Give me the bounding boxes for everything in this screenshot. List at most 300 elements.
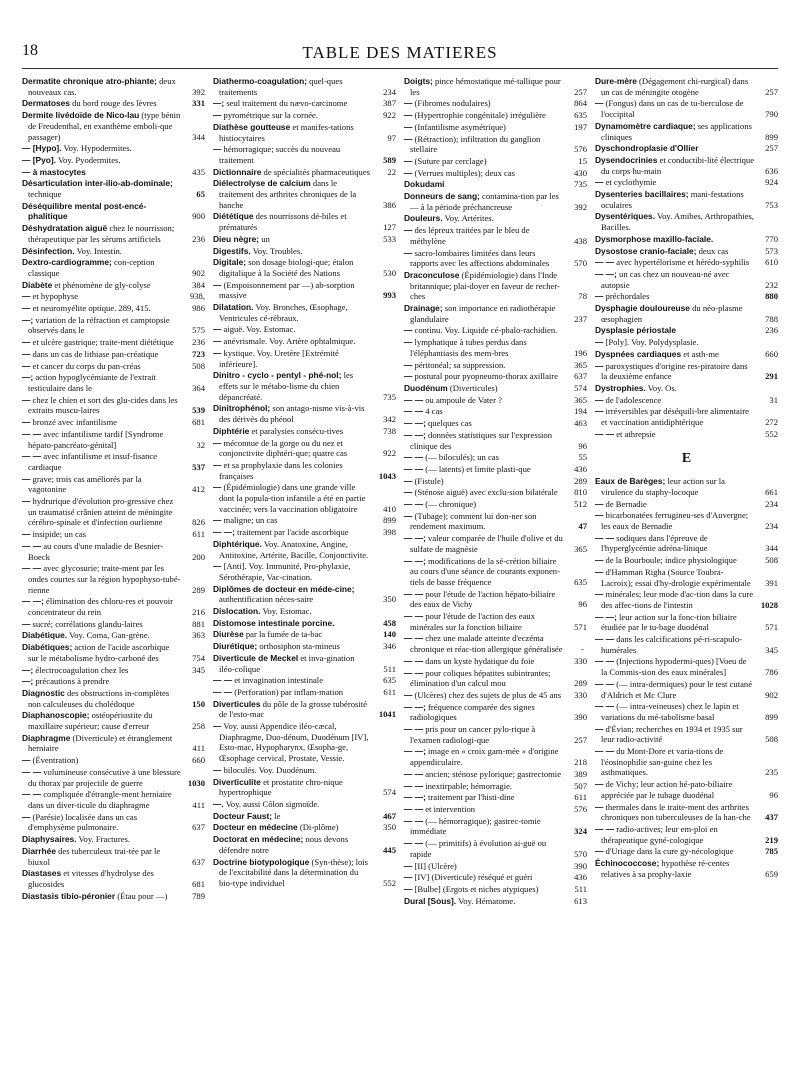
entry-heading: — <box>213 347 222 358</box>
entry-heading: — <box>595 98 604 109</box>
index-entry <box>22 98 205 109</box>
entry-text: précautions à prendre <box>33 676 110 687</box>
entry-page-number: 511 <box>383 663 396 674</box>
index-entry <box>404 406 587 417</box>
entry-text: un cas chez un nouveau-né avec autopsie <box>601 268 730 290</box>
entry-page-number: 1041 <box>378 709 396 720</box>
entry-text: d'Uriage dans la cure gy-nécologique <box>603 846 734 857</box>
entry-heading: Dysphagie douloureuse <box>595 303 690 314</box>
entry-heading: — — <box>404 406 424 417</box>
index-entry <box>22 451 205 472</box>
index-entry <box>404 746 587 767</box>
entry-text: élimination des chloru-res et pouvoir concentrateur du rein <box>28 596 173 618</box>
index-entry <box>213 122 396 143</box>
entry-heading: — <box>404 167 413 178</box>
entry-text: par la fumée de ta-bac <box>243 629 323 640</box>
entry-page-number: 363 <box>192 630 205 641</box>
entry-heading: Dermatite chronique atro-phiante; <box>22 76 157 86</box>
entry-page-number: 537 <box>192 461 205 472</box>
entry-text: de l'adolescence <box>603 394 662 405</box>
index-entry <box>595 177 778 188</box>
entry-heading: Digestifs. <box>213 245 251 256</box>
entry-heading: — <box>404 371 413 382</box>
entry-heading: Doctorat en médecine; <box>213 834 304 845</box>
entry-heading: — <box>595 723 604 734</box>
entry-page-number: 922 <box>383 110 396 121</box>
entry-heading: Diurèse <box>213 629 244 640</box>
page-header <box>22 38 778 68</box>
entry-page-number: 384 <box>192 279 205 290</box>
entry-heading: Diététique <box>213 211 254 222</box>
entry-heading: — — <box>213 686 233 697</box>
entry-page-number: 387 <box>383 98 396 109</box>
entry-page-number: 576 <box>574 804 587 814</box>
entry-heading: — <box>404 225 413 236</box>
entry-heading: — — <box>404 815 424 826</box>
entry-text: sucré; corrélations glandu-laires <box>30 618 143 629</box>
entry-page-number: 458 <box>383 617 396 628</box>
entry-heading: — <box>595 498 604 509</box>
entry-text: traitement par l'acide ascorbique <box>234 527 349 538</box>
entry-page-number: 613 <box>574 895 587 906</box>
entry-text: chez le nourrisson; thérapeutique par les sérums artificiels <box>28 223 175 244</box>
index-entry <box>595 555 778 566</box>
index-entry <box>22 361 205 372</box>
index-entry <box>404 511 587 532</box>
index-entry <box>404 702 587 723</box>
entry-page-number: 410 <box>383 503 396 514</box>
entry-page-number: 881 <box>192 618 205 629</box>
entry-text: aiguë. Voy. Estomac. <box>221 324 296 335</box>
entry-text: Voy. Intestin. <box>74 245 122 256</box>
entry-text: maligne; un cas <box>221 515 278 526</box>
entry-text: un <box>259 233 270 244</box>
entry-text: et invagination intestinale <box>232 675 324 686</box>
entry-text: (— intra-veineuses) chez le lapin et variations du mé-tabolisme basal <box>601 701 739 722</box>
entry-page-number: 826 <box>192 517 205 528</box>
entry-text: pyrométrique sur la cornée. <box>221 110 319 121</box>
entry-heading: Diphtérique. <box>213 538 262 549</box>
index-entry <box>213 144 396 165</box>
entry-heading: — <box>595 406 604 417</box>
entry-heading: Dyschondroplasie d'Ollier <box>595 143 699 154</box>
entry-heading: Dysplasie périostale <box>595 325 676 336</box>
entry-heading: — <box>213 482 222 493</box>
entry-heading: Dermite livédoïde de Nico-lau <box>22 110 140 121</box>
entry-page-number: 810 <box>574 487 587 498</box>
entry-page-number: 391 <box>765 577 778 588</box>
entry-text: du bord rouge des lèvres <box>69 98 157 109</box>
entry-page-number: 637 <box>192 822 205 833</box>
entry-heading: Diabétique. <box>22 630 68 641</box>
entry-heading: — — <box>22 451 42 462</box>
index-entry <box>595 383 778 394</box>
index-entry <box>213 234 396 245</box>
index-entry <box>22 280 205 291</box>
entry-text: variation de la réfraction et camptopsie observés dans le <box>28 314 170 336</box>
index-entry <box>404 724 587 745</box>
index-entry <box>404 804 587 815</box>
entry-heading: — —; <box>404 555 426 566</box>
entry-page-number: 571 <box>574 621 587 632</box>
entry-heading: Diagnostic <box>22 687 65 698</box>
entry-text: modifications de la sé-crétion biliaire au cours d'une séance de courants exponen-tiels de basse fréquence <box>410 555 560 587</box>
index-entry <box>22 596 205 617</box>
entry-text: son importance en radiothérapie glandulaire <box>410 303 556 324</box>
entry-page-number: 681 <box>192 417 205 428</box>
entry-heading: — — <box>595 428 615 439</box>
entry-page-number: 507 <box>574 780 587 791</box>
entry-heading: Dure-mère <box>595 76 637 86</box>
entry-text: ostéopériostite du maxillaire supérieur; cause d'erreur <box>28 710 153 732</box>
entry-page-number: 150 <box>192 698 205 709</box>
entry-heading: — — <box>22 789 42 800</box>
index-entry <box>595 325 778 336</box>
entry-text: électrocoagulation chez les <box>33 664 129 675</box>
index-entry <box>595 246 778 257</box>
entry-page-number: 467 <box>383 810 396 821</box>
entry-page-number: 1028 <box>760 599 778 610</box>
entry-heading: — <box>404 872 413 883</box>
index-entry <box>404 270 587 302</box>
entry-text: (Fongus) dans un cas de tu-berculose de l'occipital <box>601 98 744 120</box>
entry-text: sacro-lombaires limitées dans leurs rapports avec les affections abdominales <box>410 247 550 269</box>
entry-page-number: 552 <box>765 428 778 439</box>
entry-heading: — <box>22 496 31 507</box>
index-entry <box>595 395 778 406</box>
entry-heading: — <box>595 555 604 566</box>
entry-heading: —; <box>22 314 34 325</box>
entry-heading: — <box>404 121 413 132</box>
entry-page-number: 365 <box>574 394 587 405</box>
entry-page-number: 411 <box>192 743 205 754</box>
entry-heading: — [Pyo]. <box>22 154 56 165</box>
index-entry <box>404 533 587 554</box>
entry-heading: Docteur en médecine <box>213 822 298 833</box>
index-entry <box>22 619 205 630</box>
entry-page-number: 789 <box>192 890 205 901</box>
entry-heading: Dinitro - cyclo - pentyl - phé-nol; <box>213 370 342 381</box>
entry-page-number: 236 <box>192 337 205 348</box>
header-rule <box>22 68 778 69</box>
entry-page-number: 350 <box>383 594 396 605</box>
entry-text: (Di-plôme) <box>297 822 339 833</box>
entry-heading: Donneurs de sang; <box>404 191 480 202</box>
entry-text: (Rétraction); infiltration du ganglion stellaire <box>410 133 541 155</box>
index-entry <box>22 676 205 687</box>
entry-page-number: 1043 <box>378 470 396 481</box>
entry-text: (Perforation) par inflam-mation <box>232 686 344 697</box>
index-entry <box>404 668 587 689</box>
entry-text: image en « croix gam-mée » d'origine appendiculaire. <box>410 746 559 768</box>
entry-page-number: 445 <box>383 844 396 855</box>
entry-heading: — —; <box>404 746 426 757</box>
index-entry <box>213 280 396 301</box>
entry-heading: Désinfection. <box>22 245 75 256</box>
entry-text: avec infantilisme et insuf-fisance cardiaque <box>28 451 158 472</box>
entry-heading: Diastasis tibio-péronier <box>22 890 116 901</box>
entry-page-number: 570 <box>574 848 587 859</box>
entry-heading: Diélectrolyse de calcium <box>213 178 311 189</box>
entry-page-number: 324 <box>574 826 587 837</box>
entry-heading: — — <box>404 655 424 666</box>
entry-heading: Dilatation. <box>213 302 254 313</box>
entry-text: Voy. Fractures. <box>76 834 131 845</box>
index-entry <box>213 799 396 810</box>
index-entry <box>404 76 587 97</box>
entry-page-number: 900 <box>192 211 205 222</box>
entry-page-number: 635 <box>383 675 396 686</box>
entry-page-number: 660 <box>192 755 205 766</box>
entry-page-number: 257 <box>765 86 778 97</box>
entry-heading: Diverticule de Meckel <box>213 652 299 663</box>
entry-heading: — — <box>595 634 615 645</box>
entry-heading: — <box>213 515 222 526</box>
entry-page-number: 610 <box>765 257 778 268</box>
entry-heading: — <box>595 566 604 577</box>
entry-text: Voy. aussi Appendice iléo-cæcal, Diaphragme, Duo-dénum, Duodénum [IV], Esto-mac, Hypopharynx, Œsopha-ge, Œsophage cervical, Prostate, Vessie. <box>219 721 369 764</box>
entry-page-number: 237 <box>574 313 587 324</box>
entry-page-number: 257 <box>765 143 778 154</box>
index-entry <box>595 361 778 382</box>
entry-heading: — <box>22 337 31 348</box>
entry-text: paroxystiques d'origine res-piratoire dans la deuxième enfance <box>601 360 748 382</box>
entry-heading: — <box>22 417 31 428</box>
entry-page-number: 770 <box>765 233 778 244</box>
index-entry <box>22 563 205 595</box>
entry-heading: Dysenteries bacillaires; <box>595 189 689 200</box>
entry-text: deux nouveaux cas. <box>28 76 176 97</box>
entry-heading: — — <box>404 499 424 510</box>
index-entry <box>213 629 396 640</box>
entry-text: des tuberculeux trai-tée par le biuxol <box>28 845 161 867</box>
entry-page-number: 200 <box>192 551 205 562</box>
entry-page-number: 392 <box>574 201 587 212</box>
entry-heading: — — <box>595 678 615 689</box>
entry-heading: Docteur Faust; <box>213 810 273 821</box>
index-entry <box>213 687 396 698</box>
entry-heading: — <box>595 589 604 600</box>
entry-page-number: 47 <box>578 521 587 532</box>
entry-heading: — — <box>404 452 424 463</box>
index-entry <box>213 211 396 232</box>
entry-heading: — —; <box>404 701 426 712</box>
index-column-2 <box>213 76 396 1076</box>
entry-page-number: 1030 <box>187 777 205 788</box>
entry-heading: Diverticulite <box>213 776 261 787</box>
entry-page-number: 236 <box>765 325 778 336</box>
index-entry <box>595 533 778 554</box>
entry-text: (Diverticules) <box>447 382 498 393</box>
entry-page-number: 435 <box>192 166 205 177</box>
index-entry <box>22 337 205 348</box>
entry-page-number: 902 <box>765 689 778 700</box>
entry-text: traitement par l'histi-dine <box>425 792 515 803</box>
index-entry <box>22 349 205 360</box>
index-entry <box>22 110 205 142</box>
entry-heading: — <box>404 110 413 121</box>
index-entry <box>22 755 205 766</box>
entry-text: (Verrues multiples); deux cas <box>412 167 515 178</box>
entry-text: (Infantilisme asymétrique) <box>412 121 506 132</box>
entry-heading: Diaphysaires. <box>22 834 77 845</box>
entry-heading: Diverticules <box>213 698 261 709</box>
entry-text: quelques cas <box>425 418 472 429</box>
entry-text: préchordales <box>603 291 650 302</box>
entry-heading: — <box>404 487 413 498</box>
entry-page-number: 574 <box>383 787 396 798</box>
entry-heading: — <box>595 801 604 812</box>
entry-text: thermales dans le traite-ment des arthrites chroniques non tuberculeuses de la han-che <box>601 801 751 823</box>
entry-page-number: 790 <box>765 109 778 120</box>
entry-heading: Dysmorphose maxillo-faciale. <box>595 233 714 244</box>
index-entry <box>22 223 205 244</box>
index-entry <box>213 110 396 121</box>
entry-text: d'Évian; recherches en 1934 et 1935 sur leur radio-activité <box>601 723 743 745</box>
entry-heading: — —; <box>404 418 426 429</box>
entry-text: dans un cas de lithiase pan-créatique <box>30 348 159 359</box>
entry-page-number: 234 <box>765 498 778 509</box>
entry-text: [Poly]. Voy. Polydysplasie. <box>603 337 699 348</box>
index-entry <box>22 710 205 731</box>
entry-text: le <box>272 810 281 821</box>
entry-heading: Diurétique; <box>213 641 258 652</box>
entry-text: (— primitifs) à évolution ai-guë ou rapide <box>410 838 547 859</box>
index-entry <box>22 417 205 428</box>
entry-heading: — <box>22 811 31 822</box>
index-entry <box>213 257 396 278</box>
entry-page-number: 723 <box>192 348 205 359</box>
entry-text: [IV] (Diverticule) réséqué et guéri <box>412 872 533 883</box>
entry-page-number: 289 <box>574 475 587 486</box>
index-entry <box>22 789 205 810</box>
entry-text: avec glycosurie; traite-ment par les ondes courtes sur la région hypophyso-tubé-rienne <box>28 563 181 595</box>
entry-heading: Déshydratation aiguë <box>22 223 108 234</box>
entry-text: Voy. Os. <box>645 382 677 393</box>
entry-heading: — [Hypo]. <box>22 143 62 154</box>
entry-page-number: 272 <box>765 417 778 428</box>
index-entry <box>404 213 587 224</box>
index-entry <box>22 257 205 278</box>
index-entry <box>404 781 587 792</box>
entry-page-number: 344 <box>765 543 778 554</box>
index-entry <box>404 179 587 190</box>
index-entry <box>213 302 396 323</box>
entry-text: Voy. Amibes, Arthropathies, Bacilles. <box>601 211 754 233</box>
entry-page-number: 438 <box>574 235 587 246</box>
entry-text: (— hémorragique); gastrec-tomie immédiate <box>410 815 541 837</box>
entry-page-number: 635 <box>574 110 587 121</box>
entry-page-number: 754 <box>192 652 205 663</box>
index-entry <box>404 225 587 246</box>
entry-text: (Parésie) localisée dans un cas d'emphysème pulmonaire. <box>28 811 138 833</box>
entry-heading: — —; <box>595 268 617 279</box>
entry-page-number: 437 <box>765 812 778 823</box>
entry-text: et sa prophylaxie dans les colonies françaises <box>219 459 343 481</box>
entry-heading: — <box>22 755 31 766</box>
index-entry <box>595 303 778 324</box>
entry-text: grave; trois cas améliorés par la vagotonine <box>28 473 142 495</box>
entry-heading: Dural [Sous]. <box>404 895 457 906</box>
entry-heading: Distomose intestinale porcine. <box>213 617 335 628</box>
entry-text: (Suture par cerclage) <box>412 155 487 166</box>
index-entry <box>595 406 778 427</box>
entry-heading: Digitale; <box>213 257 247 268</box>
entry-heading: Diphtérie <box>213 425 250 436</box>
entry-text: action hypoglycémiante de l'extrait testiculaire dans le <box>28 372 156 393</box>
index-entry <box>213 539 396 560</box>
entry-page-number: 436 <box>574 463 587 474</box>
entry-page-number: 257 <box>574 86 587 97</box>
index-entry <box>213 857 396 889</box>
index-entry <box>404 476 587 487</box>
entry-text: technique <box>28 189 62 200</box>
index-entry <box>404 589 587 610</box>
index-entry <box>22 846 205 867</box>
entry-page-number: 508 <box>765 555 778 566</box>
entry-text: et hypophyse <box>30 291 79 302</box>
entry-text: (type bénin de Freudenthal, en exanthème emboli-que passager) <box>28 110 181 142</box>
entry-text: (Épidémiologie) dans l'Inde britannique; plai-doyer en faveur de recher-ches <box>410 269 560 302</box>
index-entry <box>22 167 205 178</box>
entry-text: chez le chien et sort des glu-cides dans les extraits muscu-laires <box>28 394 178 416</box>
entry-text: hypothèse ré-centes relatives à sa prophy-laxie <box>601 858 730 879</box>
entry-heading: — <box>404 359 413 370</box>
entry-heading: — —; <box>404 792 426 803</box>
index-entry <box>213 527 396 538</box>
entry-heading: — <box>213 437 222 448</box>
index-entry <box>404 156 587 167</box>
entry-page-number: 552 <box>383 877 396 888</box>
entry-page-number: 55 <box>578 452 587 463</box>
entry-page-number: 681 <box>192 878 205 889</box>
entry-heading: — — <box>22 766 42 777</box>
entry-heading: — <box>213 721 222 732</box>
index-entry <box>595 269 778 290</box>
entry-heading: Duodénum <box>404 382 448 393</box>
entry-page-number: 346 <box>383 641 396 652</box>
entry-heading: — <box>22 291 31 302</box>
entry-heading: — —; <box>213 527 235 538</box>
entry-page-number: 735 <box>574 179 587 190</box>
entry-text: Voy. Artérites. <box>442 213 494 224</box>
entry-heading: — <box>213 279 222 290</box>
entry-heading: Déséquilibre mental post-encé-phalitique <box>22 200 147 222</box>
entry-text: les effets sur le métabo-lisme du chien dépancréaté. <box>219 370 354 402</box>
index-entry <box>404 191 587 212</box>
entry-text: (Diverticule) et étranglement herniaire <box>28 732 173 754</box>
entry-text: deux cas <box>696 245 729 256</box>
entry-page-number: 96 <box>578 599 587 610</box>
entry-heading: Diarrhée <box>22 845 56 856</box>
entry-heading: —; <box>22 676 34 687</box>
index-entry <box>404 690 587 701</box>
entry-page-number: 463 <box>574 418 587 429</box>
entry-heading: — <box>595 177 604 188</box>
index-entry <box>404 430 587 451</box>
entry-text: nous devons défendre notre <box>219 834 349 855</box>
index-entry <box>404 792 587 803</box>
entry-text: et manifes-tations histiocytaires <box>219 121 354 143</box>
entry-page-number: 899 <box>765 711 778 722</box>
entry-page-number: 430 <box>574 167 587 178</box>
entry-text: leur action sur la fonc-tion biliaire étudiée par le tu-bage duodénal <box>601 611 737 633</box>
index-entry <box>595 349 778 360</box>
entry-text: son antago-nisme vis-à-vis des dérivés du phénol <box>219 403 365 425</box>
index-entry <box>404 499 587 510</box>
entry-heading: — — <box>595 824 615 834</box>
entry-page-number: 512 <box>574 499 587 510</box>
